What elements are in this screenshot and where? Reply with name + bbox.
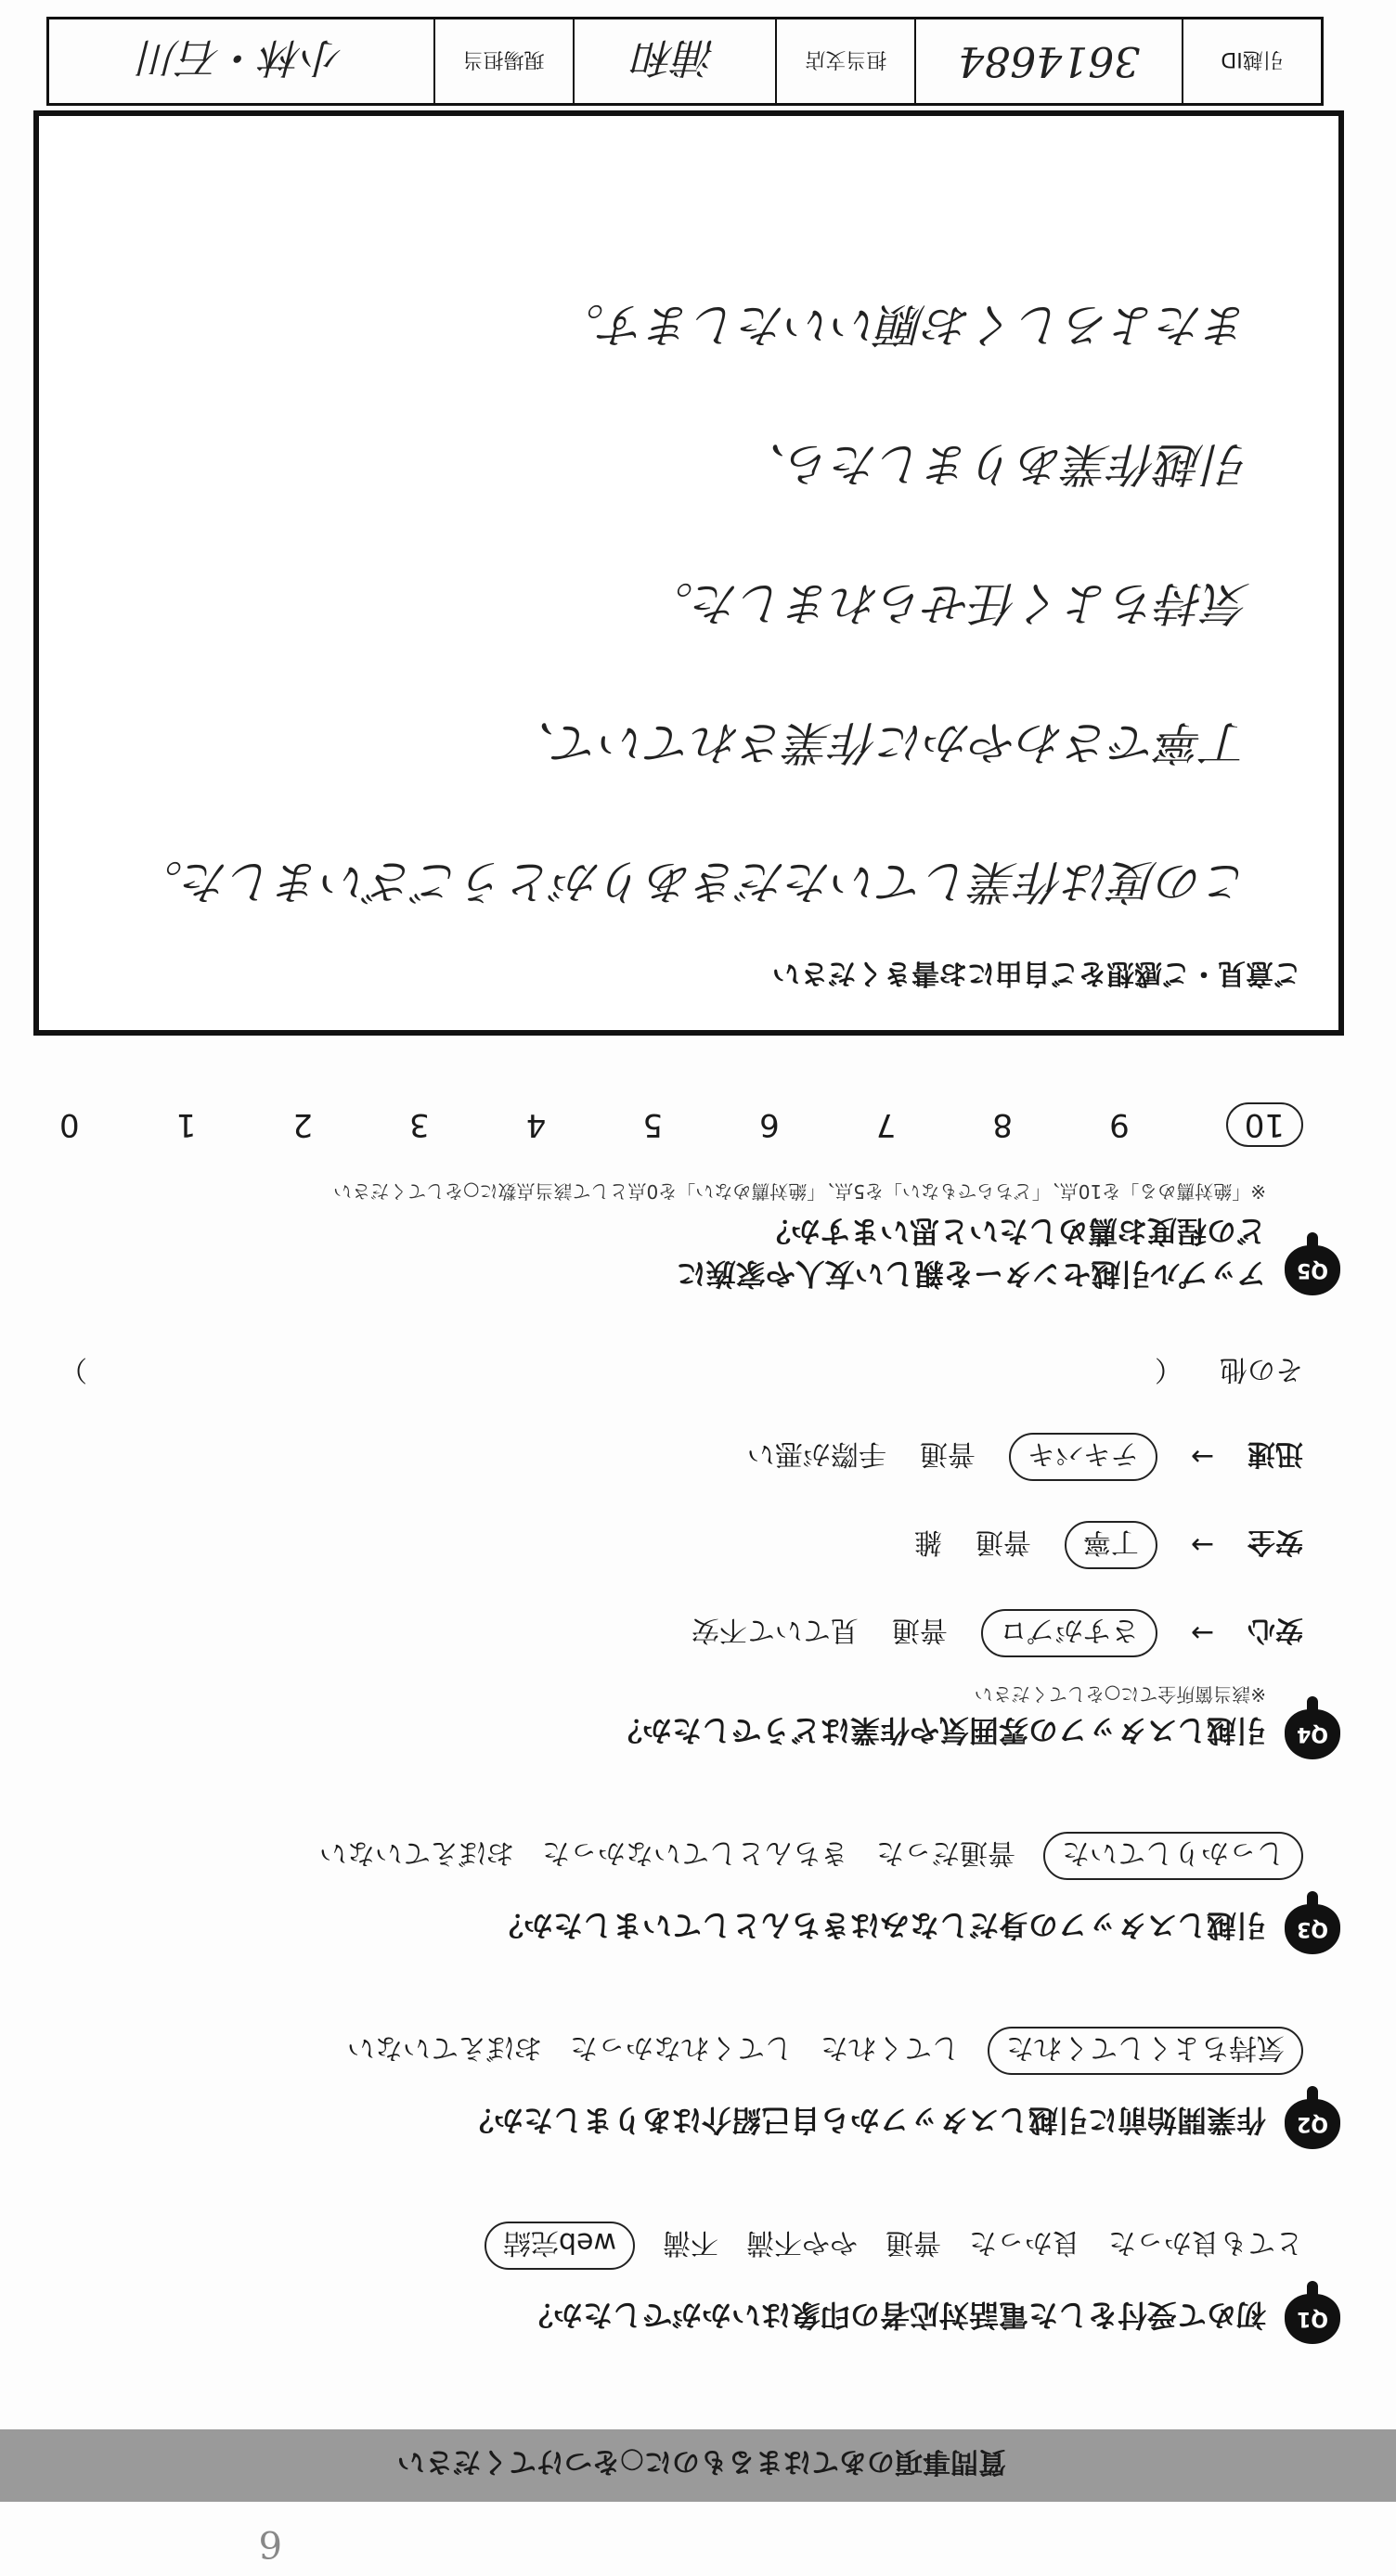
q2-question: 作業開始前に引越しスタッフから自己紹介はありましたか？ bbox=[463, 2103, 1266, 2138]
q5-question-line2: どの程度お薦めしたいと思いますか？ bbox=[760, 1214, 1266, 1249]
comment-line: この度は作業していただきありがとうございました。 bbox=[136, 855, 1250, 908]
q4-option[interactable]: 普通 bbox=[919, 1437, 976, 1470]
q5-score-2[interactable]: 2 bbox=[292, 1106, 313, 1143]
q1-option[interactable]: やや不満 bbox=[746, 2226, 858, 2259]
q4-row-anshin bbox=[692, 1609, 1303, 1657]
q1-icon: Q1 bbox=[1285, 2294, 1340, 2344]
q5-score-4[interactable]: 4 bbox=[525, 1106, 547, 1143]
arrow-icon: → bbox=[1190, 1528, 1214, 1562]
branch-label: 担当支店 bbox=[775, 19, 914, 103]
q5-scale bbox=[59, 1102, 1303, 1147]
q4-option[interactable]: 丁寧 bbox=[1065, 1521, 1157, 1569]
instruction-banner-text: 質問事項のあてはまるものに○をつけてください bbox=[396, 2445, 1006, 2478]
q4-option[interactable]: 普通 bbox=[975, 1526, 1031, 1558]
q4-row-label: 安全 bbox=[1247, 1526, 1303, 1558]
leader-label: 現場担当 bbox=[433, 19, 573, 103]
q1-option[interactable]: とても良かった bbox=[1108, 2226, 1303, 2259]
q5-score-7[interactable]: 7 bbox=[875, 1106, 897, 1143]
q3-option[interactable]: 普通だった bbox=[876, 1836, 1015, 1869]
q2-option[interactable]: してくれた bbox=[821, 2031, 960, 2064]
comment-line: 引越作業ありましたら、 bbox=[740, 437, 1250, 491]
q2-icon: Q2 bbox=[1285, 2099, 1340, 2149]
q4-option[interactable]: さすがプロ bbox=[981, 1609, 1157, 1657]
q2-options bbox=[347, 2027, 1303, 2075]
q5-score-5[interactable]: 5 bbox=[642, 1106, 664, 1143]
q5-icon: Q5 bbox=[1285, 1245, 1340, 1295]
q5-score-0[interactable]: 0 bbox=[59, 1106, 80, 1143]
comment-heading: ご意見・ご感想をご自由にお書きください bbox=[772, 957, 1301, 989]
q4-option[interactable]: 見ていて不安 bbox=[691, 1614, 859, 1646]
q2-option[interactable]: してくれなかった bbox=[570, 2031, 793, 2064]
q1-option[interactable]: 普通 bbox=[885, 2226, 941, 2259]
q1-option[interactable]: 不満 bbox=[663, 2226, 718, 2259]
id-strip bbox=[46, 17, 1324, 106]
q4-option[interactable]: 雑 bbox=[913, 1526, 942, 1558]
q1-question: 初めて受付をした電話対応者の印象はいかがでしたか？ bbox=[523, 2298, 1266, 2333]
q4-row-other bbox=[59, 1352, 1303, 1393]
q4-other-close: ） bbox=[59, 1353, 87, 1385]
id-value: 3614684 bbox=[914, 19, 1182, 103]
q5-score-3[interactable]: 3 bbox=[409, 1106, 430, 1143]
q5-score-10[interactable]: 10 bbox=[1226, 1102, 1303, 1147]
q4-row-label: 安心 bbox=[1247, 1614, 1303, 1646]
q5-score-9[interactable]: 9 bbox=[1109, 1106, 1130, 1143]
q4-row-label: 迅速 bbox=[1247, 1437, 1303, 1470]
q4-icon: Q4 bbox=[1285, 1709, 1340, 1759]
q4-question: 引越しスタッフの雰囲気や作業はどうでしたか？ bbox=[612, 1713, 1266, 1748]
q3-option[interactable]: きちんとしていなかった bbox=[542, 1836, 848, 1869]
q3-question: 引越しスタッフの身だしなみはきちんとしていましたか？ bbox=[493, 1908, 1266, 1943]
q4-row-anzen bbox=[914, 1521, 1303, 1569]
q1-option[interactable]: 良かった bbox=[969, 2226, 1080, 2259]
comment-line: 気持ちよく任せられました。 bbox=[647, 576, 1250, 630]
q3-option[interactable]: おぼえていない bbox=[319, 1836, 514, 1869]
q4-other-label: その他 bbox=[1220, 1353, 1303, 1385]
q3-option[interactable]: しっかりしていた bbox=[1043, 1832, 1303, 1880]
id-label: 引越ID bbox=[1182, 19, 1321, 103]
comment-box bbox=[33, 110, 1344, 1036]
q4-option[interactable]: 手際が悪い bbox=[746, 1437, 886, 1470]
leader-value: 小林・石川 bbox=[138, 33, 343, 81]
q3-options bbox=[319, 1832, 1303, 1880]
q1-option[interactable]: web完結 bbox=[485, 2222, 635, 2270]
branch-value: 浦和 bbox=[573, 19, 776, 103]
q2-option[interactable]: おぼえていない bbox=[347, 2031, 542, 2064]
q5-score-8[interactable]: 8 bbox=[992, 1106, 1014, 1143]
q1-options bbox=[485, 2222, 1303, 2270]
comment-line: 丁寧でさわやかに作業されていて、 bbox=[509, 715, 1250, 769]
q5-score-1[interactable]: 1 bbox=[175, 1106, 197, 1143]
q4-row-jinsoku bbox=[747, 1433, 1303, 1481]
q4-other-open: （ bbox=[1155, 1353, 1183, 1385]
q5-note: ※「絶対薦める」を10点、「どちらでもない」を5点、「絶対薦めない」を0点として該当点数に○をしてください bbox=[333, 1180, 1266, 1203]
q4-option[interactable]: テキパキ bbox=[1009, 1433, 1157, 1481]
arrow-icon: → bbox=[1190, 1616, 1214, 1650]
page-stamp: 6 bbox=[258, 2522, 282, 2565]
q5-score-6[interactable]: 6 bbox=[759, 1106, 780, 1143]
q5-question-line1: アップル引越センターを親しい友人や家族に bbox=[676, 1256, 1266, 1292]
q2-option[interactable]: 気持ちよくしてくれた bbox=[988, 2027, 1303, 2075]
q3-icon: Q3 bbox=[1285, 1904, 1340, 1954]
q4-note: ※該当箇所全てに○をしてください bbox=[974, 1683, 1266, 1706]
q4-option[interactable]: 普通 bbox=[891, 1614, 948, 1646]
comment-line: またよろしくお願いいたします。 bbox=[558, 298, 1250, 352]
arrow-icon: → bbox=[1190, 1440, 1214, 1474]
